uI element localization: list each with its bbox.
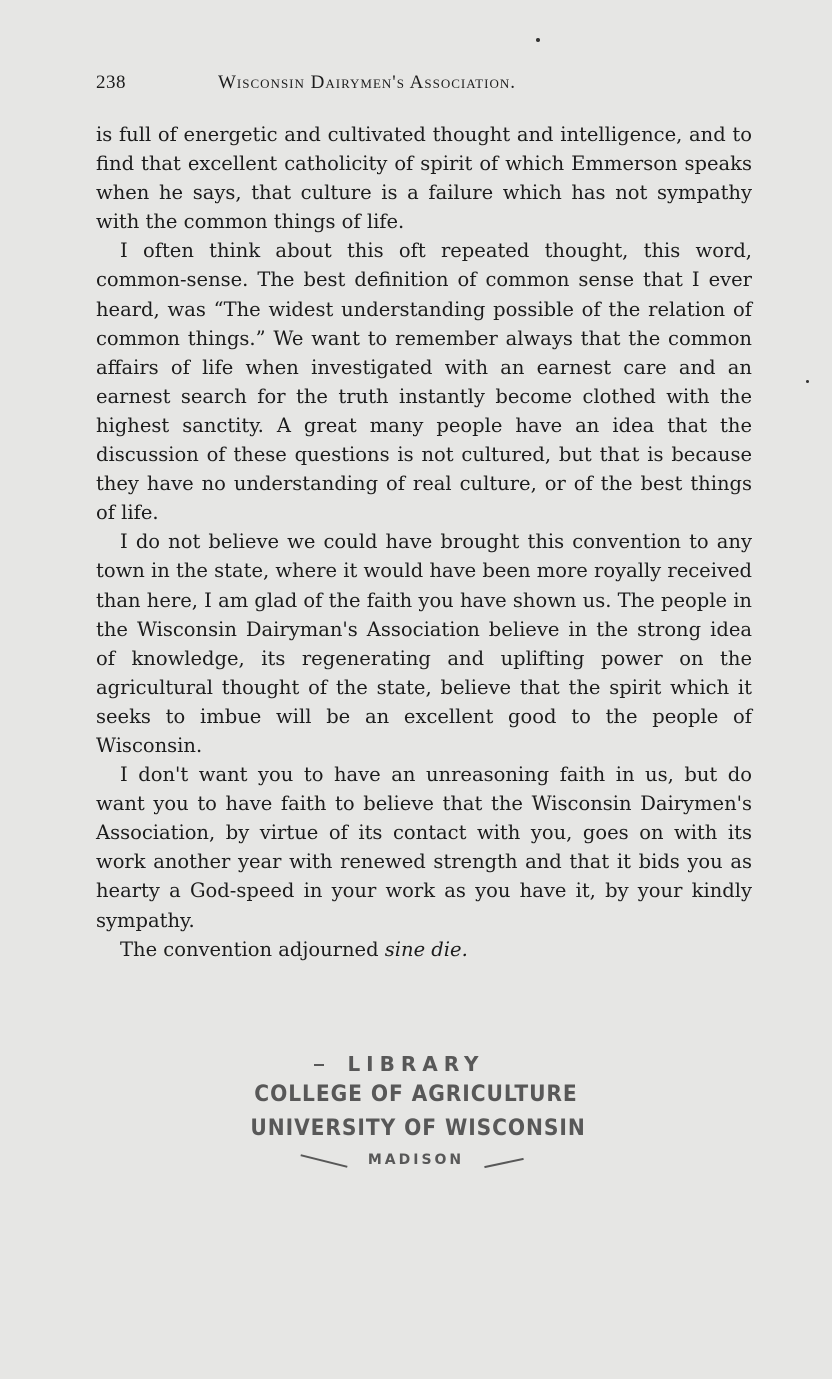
paragraph: I do not believe we could have brought this convention to any town in the state, where it would have been more royally received than here, I am glad of the faith you have shown us. The people in the Wisconsin Dairyman's Association believe in the strong idea of knowledge, its regenerating and uplifting power on the agricultural thought of the state, believe that the spirit which it seeks to imbue will be an excellent good to the people of Wisconsin.: [96, 530, 752, 757]
speck-mark: [536, 38, 540, 42]
running-title: Wisconsin Dairymen's Association.: [218, 72, 516, 93]
page-header: [96, 72, 752, 102]
paragraph: is full of energetic and cultivated thought and intelligence, and to find that excellent catholicity of spirit of which Emmerson speaks when he says, that culture is a failure which has not sympathy with the common things of life.: [96, 123, 752, 234]
closing-line: [96, 935, 752, 964]
speck-mark: [806, 380, 809, 383]
page-number: 238: [96, 72, 126, 93]
paragraph: I don't want you to have an unreasoning faith in us, but do want you to have faith to believe that the Wisconsin Dairymen's Association, by virtue of its contact with you, goes on with its work another year with renewed strength and that it bids you as hearty a God-speed in your work as you have it, by your kindly sympathy.: [96, 763, 752, 932]
body-text: [96, 120, 752, 964]
stamp-line-madison: MADISON: [367, 1152, 465, 1168]
closing-italic: sine die.: [384, 937, 468, 961]
closing-text: The convention adjourned: [120, 937, 385, 961]
paragraph: I often think about this oft repeated thought, this word, common-sense. The best definition of common sense that I ever heard, was “The widest understanding possible of the relation of common things.” We want to remember always that the common affairs of life when investigated with an earnest care and an earnest search for the truth instantly become clothed with the highest sanctity. A great many people have an idea that the discussion of these questions is not cultured, but that is because they have no understanding of real culture, or of the best things of life.: [96, 239, 752, 525]
library-stamp: [236, 1052, 596, 1192]
stamp-line-university: UNIVERSITY OF WISCONSIN: [250, 1116, 586, 1141]
stamp-line-library: LIBRARY: [347, 1052, 485, 1076]
stamp-line-college: COLLEGE OF AGRICULTURE: [254, 1082, 578, 1107]
